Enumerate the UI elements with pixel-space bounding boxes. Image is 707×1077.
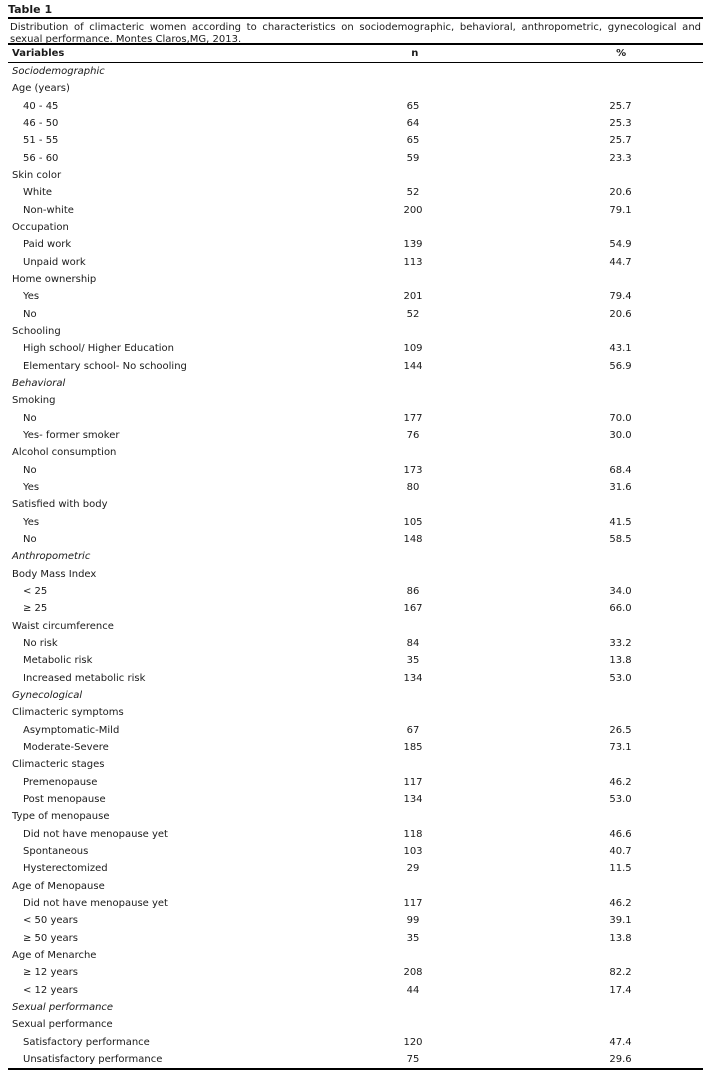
table-row — [8, 236, 703, 253]
variable-cell: Anthropometric — [12, 551, 91, 563]
table-row — [8, 843, 703, 860]
table-header-row — [8, 45, 703, 62]
variable-cell: Elementary school- No schooling — [23, 360, 187, 372]
variable-cell: Skin color — [12, 170, 62, 182]
variable-cell: Spontaneous — [23, 845, 89, 857]
variable-cell: ≥ 50 years — [23, 932, 78, 944]
percent-cell: 30.0 — [609, 430, 632, 442]
variable-cell: 51 - 55 — [23, 135, 59, 147]
n-cell: 144 — [403, 360, 423, 372]
variable-cell: Premenopause — [23, 776, 98, 788]
variable-cell: Gynecological — [12, 689, 83, 701]
variable-cell: Did not have menopause yet — [23, 897, 168, 909]
header-percent: % — [616, 48, 627, 59]
group-row — [8, 219, 703, 236]
percent-cell: 79.1 — [609, 204, 632, 216]
variable-cell: ≥ 25 — [23, 603, 48, 615]
group-row — [8, 496, 703, 513]
percent-cell: 46.2 — [609, 897, 632, 909]
n-cell: 109 — [403, 343, 423, 355]
variable-cell: Sexual performance — [12, 1019, 113, 1031]
variable-cell: White — [23, 187, 53, 199]
percent-cell: 13.8 — [609, 932, 632, 944]
variable-cell: Age (years) — [12, 83, 70, 95]
variable-cell: Non-white — [23, 204, 74, 216]
percent-cell: 79.4 — [609, 291, 632, 303]
variable-cell: Satisfactory performance — [23, 1036, 150, 1048]
percent-cell: 34.0 — [609, 586, 632, 597]
variable-cell: Waist circumference — [12, 620, 114, 632]
section-row — [8, 375, 703, 392]
n-cell: 35 — [406, 932, 420, 944]
variable-cell: 40 - 45 — [23, 100, 59, 112]
percent-cell: 56.9 — [609, 360, 632, 372]
percent-cell: 47.4 — [609, 1036, 632, 1048]
table-row — [8, 254, 703, 271]
table-row — [8, 929, 703, 946]
table-row — [8, 912, 703, 929]
variable-cell: 46 - 50 — [23, 118, 59, 130]
n-cell: 65 — [406, 135, 420, 147]
n-cell: 113 — [403, 256, 423, 268]
percent-cell: 46.6 — [609, 828, 632, 840]
variable-cell: No — [23, 534, 37, 546]
table-container — [8, 0, 703, 1070]
variable-cell: Increased metabolic risk — [23, 672, 146, 684]
header-n: n — [411, 48, 419, 59]
percent-cell: 25.7 — [609, 135, 632, 147]
variable-cell: 56 - 60 — [23, 152, 59, 164]
variable-cell: Home ownership — [12, 274, 97, 286]
variable-cell: Body Mass Index — [12, 568, 97, 580]
table-row — [8, 288, 703, 305]
n-cell: 200 — [403, 204, 423, 216]
table-row — [8, 98, 703, 115]
table-row — [8, 825, 703, 842]
table-row — [8, 202, 703, 219]
group-row — [8, 444, 703, 461]
percent-cell: 58.5 — [609, 534, 632, 546]
n-cell: 177 — [403, 412, 423, 424]
table-label: Table 1 — [8, 3, 53, 16]
n-cell: 201 — [403, 291, 423, 303]
variable-cell: Did not have menopause yet — [23, 828, 168, 840]
table-body — [8, 63, 703, 1068]
percent-cell: 44.7 — [609, 256, 632, 268]
group-row — [8, 323, 703, 340]
percent-cell: 26.5 — [609, 724, 632, 736]
variable-cell: Sexual performance — [12, 1001, 114, 1013]
percent-cell: 29.6 — [609, 1053, 632, 1065]
variable-cell: Type of menopause — [12, 811, 110, 823]
variable-cell: Smoking — [12, 395, 56, 407]
percent-cell: 66.0 — [609, 603, 632, 615]
table-row — [8, 669, 703, 686]
variable-cell: < 12 years — [23, 984, 78, 996]
table-row — [8, 479, 703, 496]
variable-cell: No — [23, 412, 37, 424]
group-row — [8, 167, 703, 184]
table-row — [8, 652, 703, 669]
n-cell: 80 — [406, 482, 420, 494]
n-cell: 120 — [403, 1036, 423, 1048]
table-row — [8, 981, 703, 998]
variable-cell: Paid work — [23, 239, 72, 251]
n-cell: 44 — [406, 984, 420, 996]
table-row — [8, 340, 703, 357]
variable-cell: < 25 — [23, 586, 48, 597]
variable-cell: Unpaid work — [23, 256, 86, 268]
percent-cell: 70.0 — [609, 412, 632, 424]
n-cell: 52 — [406, 187, 420, 199]
variable-cell: Satisfied with body — [12, 499, 108, 511]
group-row — [8, 704, 703, 721]
variable-cell: Alcohol consumption — [12, 447, 117, 459]
percent-cell: 17.4 — [609, 984, 632, 996]
table-row — [8, 600, 703, 617]
table-row — [8, 306, 703, 323]
table-row — [8, 184, 703, 201]
table-row — [8, 739, 703, 756]
table-row — [8, 358, 703, 375]
variable-cell: Age of Menopause — [12, 880, 105, 892]
percent-cell: 25.7 — [609, 100, 632, 112]
group-row — [8, 756, 703, 773]
percent-cell: 41.5 — [609, 516, 632, 528]
variable-cell: Behavioral — [12, 378, 66, 390]
variable-cell: Metabolic risk — [23, 655, 93, 667]
table-row — [8, 895, 703, 912]
table-row — [8, 1051, 703, 1068]
group-row — [8, 80, 703, 97]
percent-cell: 43.1 — [609, 343, 632, 355]
group-row — [8, 877, 703, 894]
table-row — [8, 410, 703, 427]
variable-cell: High school/ Higher Education — [23, 343, 174, 355]
percent-cell: 20.6 — [609, 187, 632, 199]
section-row — [8, 548, 703, 565]
table-row — [8, 964, 703, 981]
n-cell: 208 — [403, 967, 423, 979]
percent-cell: 11.5 — [609, 863, 632, 875]
n-cell: 67 — [406, 724, 420, 736]
percent-cell: 68.4 — [609, 464, 632, 476]
variable-cell: Sociodemographic — [12, 66, 105, 78]
table-row — [8, 132, 703, 149]
table-row — [8, 115, 703, 132]
n-cell: 76 — [406, 430, 420, 442]
variable-cell: < 50 years — [23, 915, 78, 927]
variable-cell: Occupation — [12, 222, 69, 234]
variable-cell: Schooling — [12, 326, 61, 338]
n-cell: 185 — [403, 741, 423, 753]
variable-cell: Post menopause — [23, 793, 106, 805]
percent-cell: 39.1 — [609, 915, 632, 927]
percent-cell: 53.0 — [609, 672, 632, 684]
n-cell: 75 — [406, 1053, 420, 1065]
n-cell: 134 — [403, 672, 423, 684]
table-row — [8, 773, 703, 790]
n-cell: 103 — [403, 845, 423, 857]
percent-cell: 33.2 — [609, 637, 632, 649]
n-cell: 148 — [403, 534, 423, 546]
percent-cell: 46.2 — [609, 776, 632, 788]
section-row — [8, 999, 703, 1016]
group-row — [8, 947, 703, 964]
table-row — [8, 583, 703, 600]
table-caption: Distribution of climacteric women according to characteristics on sociodemographic, behavioral, anthropometric, gynecological and sexual performance. Montes Claros,MG, 2013. — [10, 22, 701, 45]
n-cell: 52 — [406, 308, 420, 320]
table-row — [8, 427, 703, 444]
header-variables: Variables — [12, 48, 65, 59]
table-row — [8, 791, 703, 808]
section-row — [8, 687, 703, 704]
table-row — [8, 514, 703, 531]
variable-cell: No — [23, 308, 37, 320]
table-row — [8, 531, 703, 548]
n-cell: 105 — [403, 516, 423, 528]
group-row — [8, 271, 703, 288]
n-cell: 167 — [403, 603, 423, 615]
percent-cell: 40.7 — [609, 845, 632, 857]
n-cell: 84 — [406, 637, 420, 649]
n-cell: 173 — [403, 464, 423, 476]
percent-cell: 53.0 — [609, 793, 632, 805]
percent-cell: 20.6 — [609, 308, 632, 320]
percent-cell: 54.9 — [609, 239, 632, 251]
variable-cell: Unsatisfactory performance — [23, 1053, 163, 1065]
variable-cell: Yes — [23, 291, 40, 303]
n-cell: 99 — [406, 915, 420, 927]
n-cell: 134 — [403, 793, 423, 805]
group-row — [8, 392, 703, 409]
variable-cell: Yes- former smoker — [23, 430, 120, 442]
section-row — [8, 63, 703, 80]
n-cell: 117 — [403, 776, 423, 788]
variable-cell: Asymptomatic-Mild — [23, 724, 120, 736]
table-row — [8, 721, 703, 738]
n-cell: 59 — [406, 152, 420, 164]
table-row — [8, 462, 703, 479]
n-cell: 65 — [406, 100, 420, 112]
n-cell: 117 — [403, 897, 423, 909]
table-row — [8, 635, 703, 652]
variable-cell: Climacteric stages — [12, 759, 105, 771]
n-cell: 139 — [403, 239, 423, 251]
table-row — [8, 1033, 703, 1050]
table-row — [8, 150, 703, 167]
n-cell: 35 — [406, 655, 420, 667]
percent-cell: 31.6 — [609, 482, 632, 494]
variable-cell: Yes — [23, 482, 40, 494]
n-cell: 64 — [406, 118, 420, 130]
group-row — [8, 566, 703, 583]
variable-cell: Yes — [23, 516, 40, 528]
variable-cell: Age of Menarche — [12, 949, 97, 961]
group-row — [8, 808, 703, 825]
percent-cell: 82.2 — [609, 967, 632, 979]
group-row — [8, 1016, 703, 1033]
variable-cell: Moderate-Severe — [23, 741, 109, 753]
percent-cell: 25.3 — [609, 118, 632, 130]
n-cell: 86 — [406, 586, 420, 597]
percent-cell: 23.3 — [609, 152, 632, 164]
group-row — [8, 618, 703, 635]
variable-cell: No risk — [23, 637, 58, 649]
bottom-rule — [8, 1068, 703, 1070]
percent-cell: 13.8 — [609, 655, 632, 667]
variable-cell: Climacteric symptoms — [12, 707, 124, 719]
variable-cell: Hysterectomized — [23, 863, 108, 875]
percent-cell: 73.1 — [609, 741, 632, 753]
n-cell: 29 — [406, 863, 420, 875]
n-cell: 118 — [403, 828, 423, 840]
variable-cell: No — [23, 464, 37, 476]
table-row — [8, 860, 703, 877]
variable-cell: ≥ 12 years — [23, 967, 78, 979]
